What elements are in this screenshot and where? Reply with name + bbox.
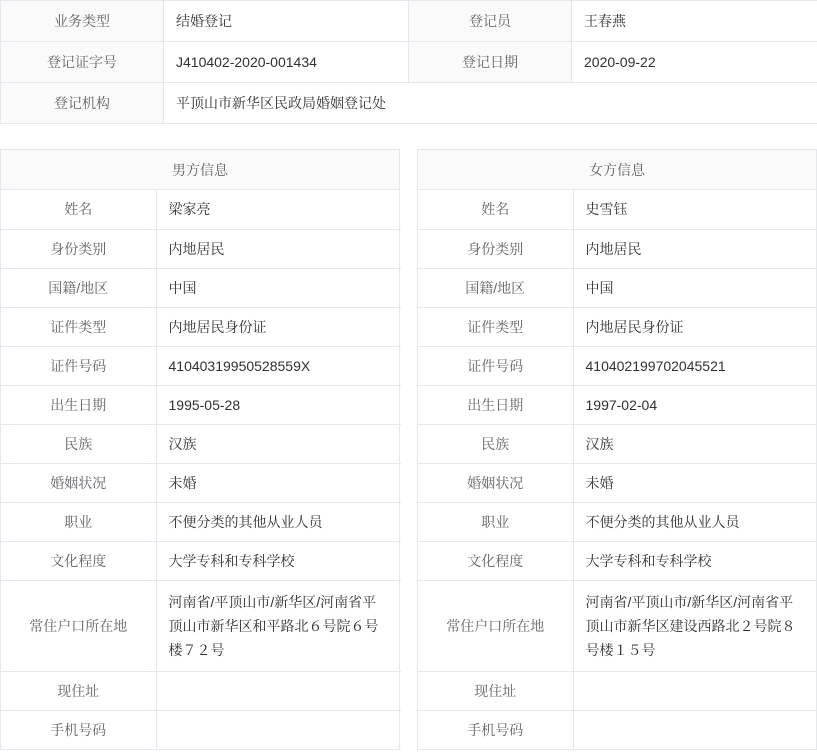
female-marital-status-value: 未婚 (573, 463, 817, 502)
table-row (1, 83, 817, 124)
male-id-type-value: 内地居民身份证 (156, 307, 401, 346)
table-row (418, 385, 817, 424)
table-row (418, 346, 817, 385)
female-phone-value (573, 710, 817, 749)
male-ethnicity-value: 汉族 (156, 424, 401, 463)
female-panel-title: 女方信息 (418, 150, 816, 190)
table-row (1, 580, 401, 671)
male-household-address-label: 常住户口所在地 (1, 580, 156, 671)
male-birthdate-label: 出生日期 (1, 385, 156, 424)
table-row (418, 710, 817, 749)
male-occupation-label: 职业 (1, 502, 156, 541)
female-phone-label: 手机号码 (418, 710, 573, 749)
male-marital-status-label: 婚姻状况 (1, 463, 156, 502)
female-household-address-label: 常住户口所在地 (418, 580, 573, 671)
male-id-number-value: 41040319950528559X (156, 346, 401, 385)
table-row (1, 190, 401, 229)
table-row (1, 424, 401, 463)
table-row (1, 541, 401, 580)
male-nationality-value: 中国 (156, 268, 401, 307)
female-nationality-label: 国籍/地区 (418, 268, 573, 307)
female-id-number-value: 410402199702045521 (573, 346, 817, 385)
female-ethnicity-value: 汉族 (573, 424, 817, 463)
male-household-address-value: 河南省/平顶山市/新华区/河南省平顶山市新华区和平路北６号院６号楼７２号 (156, 580, 401, 671)
table-row (418, 424, 817, 463)
male-id-type-label: 证件类型 (1, 307, 156, 346)
male-name-value: 梁家亮 (156, 190, 401, 229)
male-birthdate-value: 1995-05-28 (156, 385, 401, 424)
female-occupation-label: 职业 (418, 502, 573, 541)
party-info-panels (0, 149, 817, 750)
female-current-address-label: 现住址 (418, 671, 573, 710)
certificate-number-value: J410402-2020-001434 (164, 42, 409, 83)
table-row (1, 229, 401, 268)
table-row (1, 385, 401, 424)
female-birthdate-value: 1997-02-04 (573, 385, 817, 424)
table-row (418, 463, 817, 502)
table-row (418, 190, 817, 229)
table-row (1, 268, 401, 307)
table-row (418, 541, 817, 580)
male-identity-category-label: 身份类别 (1, 229, 156, 268)
female-identity-category-value: 内地居民 (573, 229, 817, 268)
female-current-address-value (573, 671, 817, 710)
male-current-address-value (156, 671, 401, 710)
table-row (1, 502, 401, 541)
female-birthdate-label: 出生日期 (418, 385, 573, 424)
male-marital-status-value: 未婚 (156, 463, 401, 502)
female-identity-category-label: 身份类别 (418, 229, 573, 268)
male-education-value: 大学专科和专科学校 (156, 541, 401, 580)
male-current-address-label: 现住址 (1, 671, 156, 710)
female-occupation-value: 不便分类的其他从业人员 (573, 502, 817, 541)
male-info-panel (0, 149, 400, 750)
table-row (418, 268, 817, 307)
female-info-table (418, 190, 817, 750)
table-row (418, 307, 817, 346)
female-education-value: 大学专科和专科学校 (573, 541, 817, 580)
certificate-number-label: 登记证字号 (1, 42, 164, 83)
table-row (1, 710, 401, 749)
male-info-table (1, 190, 401, 750)
business-type-value: 结婚登记 (164, 1, 409, 42)
male-id-number-label: 证件号码 (1, 346, 156, 385)
registration-date-label: 登记日期 (409, 42, 572, 83)
table-row (418, 580, 817, 671)
table-row (418, 671, 817, 710)
male-phone-label: 手机号码 (1, 710, 156, 749)
female-id-type-label: 证件类型 (418, 307, 573, 346)
female-info-panel (417, 149, 817, 750)
male-education-label: 文化程度 (1, 541, 156, 580)
female-education-label: 文化程度 (418, 541, 573, 580)
table-row (1, 1, 817, 42)
female-marital-status-label: 婚姻状况 (418, 463, 573, 502)
female-name-label: 姓名 (418, 190, 573, 229)
table-row (418, 229, 817, 268)
table-row (1, 463, 401, 502)
male-phone-value (156, 710, 401, 749)
table-row (1, 671, 401, 710)
female-name-value: 史雪钰 (573, 190, 817, 229)
registration-date-value: 2020-09-22 (572, 42, 817, 83)
female-ethnicity-label: 民族 (418, 424, 573, 463)
male-identity-category-value: 内地居民 (156, 229, 401, 268)
table-row (1, 307, 401, 346)
business-type-label: 业务类型 (1, 1, 164, 42)
male-occupation-value: 不便分类的其他从业人员 (156, 502, 401, 541)
male-ethnicity-label: 民族 (1, 424, 156, 463)
table-row (1, 42, 817, 83)
male-panel-title: 男方信息 (1, 150, 399, 190)
registration-agency-value: 平顶山市新华区民政局婚姻登记处 (164, 83, 817, 124)
male-name-label: 姓名 (1, 190, 156, 229)
registrar-label: 登记员 (409, 1, 572, 42)
female-nationality-value: 中国 (573, 268, 817, 307)
male-nationality-label: 国籍/地区 (1, 268, 156, 307)
registrar-value: 王春燕 (572, 1, 817, 42)
female-id-type-value: 内地居民身份证 (573, 307, 817, 346)
female-id-number-label: 证件号码 (418, 346, 573, 385)
registration-agency-label: 登记机构 (1, 83, 164, 124)
table-row (418, 502, 817, 541)
table-row (1, 346, 401, 385)
female-household-address-value: 河南省/平顶山市/新华区/河南省平顶山市新华区建设西路北２号院８号楼１５号 (573, 580, 817, 671)
summary-table (0, 0, 817, 124)
